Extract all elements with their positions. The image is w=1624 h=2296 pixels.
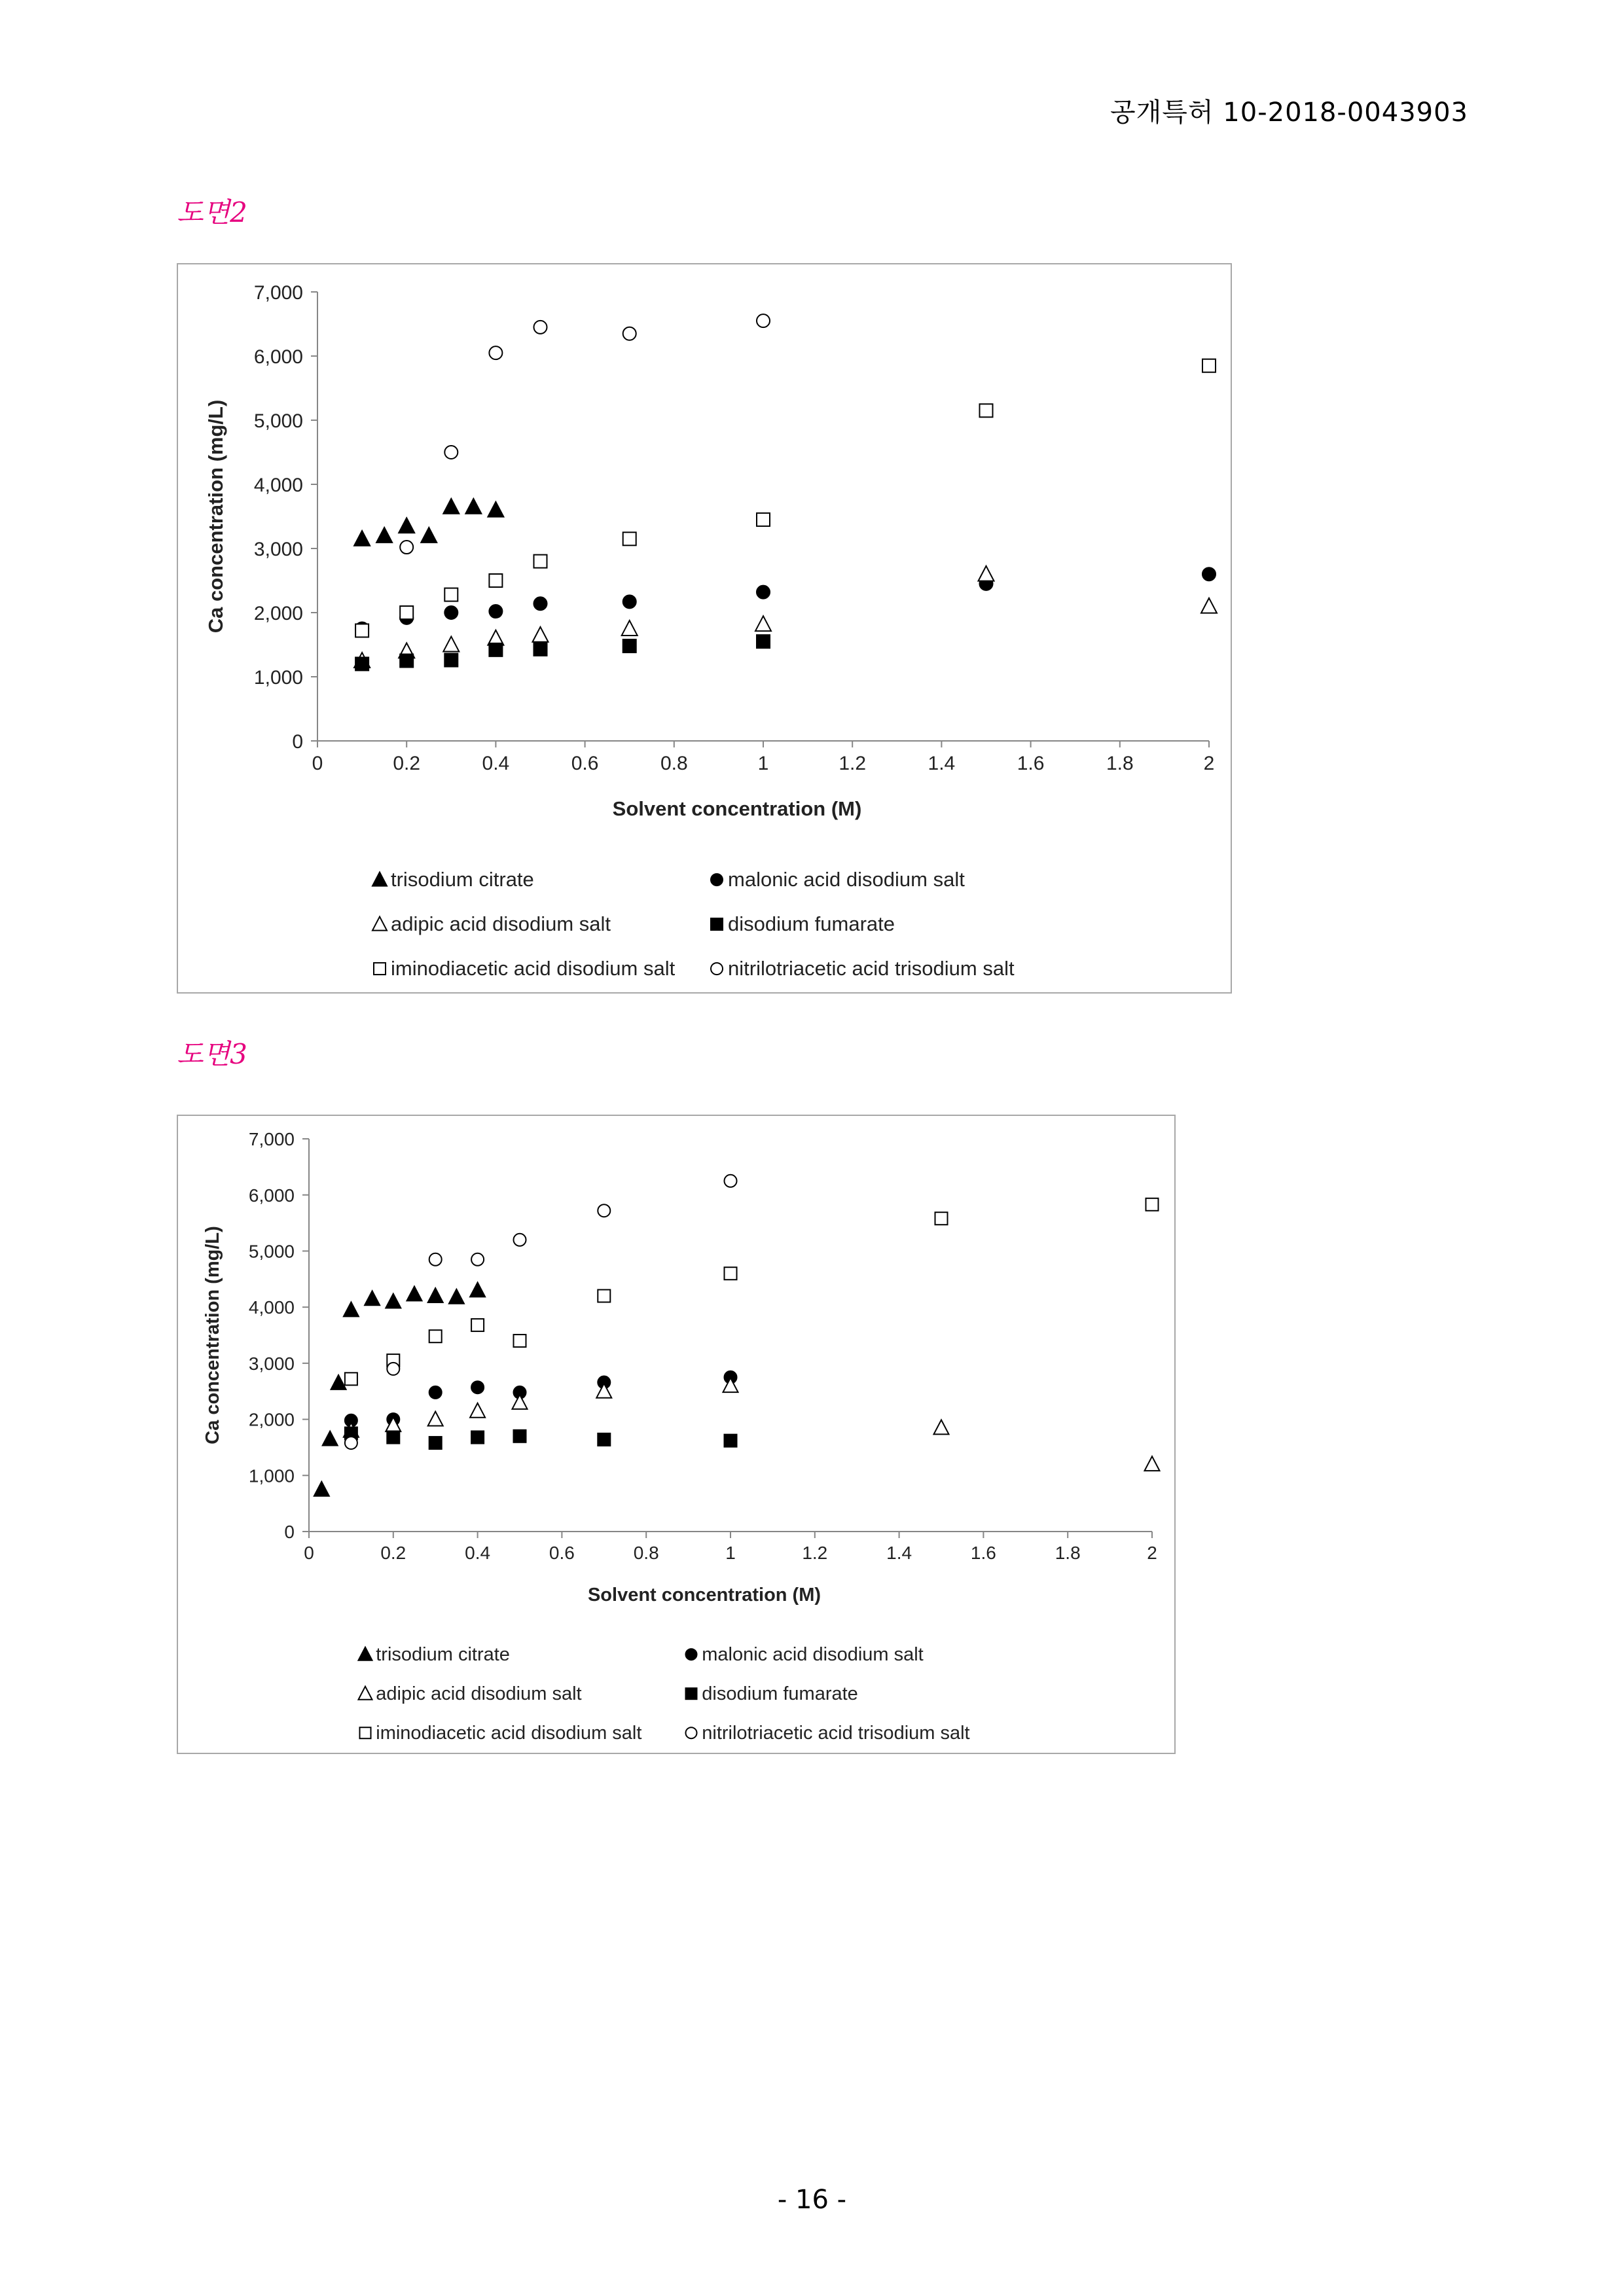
fig3-point-trisodium-citrate [470, 1282, 485, 1297]
fig2-point-malonic-acid-disodium-salt [623, 595, 636, 608]
fig2-y-tick-label: 2,000 [253, 602, 303, 624]
fig2-legend-label-nitrilotriacetic-acid-trisodium-salt: nitrilotriacetic acid trisodium salt [728, 957, 1015, 980]
fig2-point-adipic-acid-disodium-salt [443, 637, 459, 652]
fig2-x-tick-label: 0 [312, 753, 323, 774]
fig3-x-tick-label: 1 [725, 1543, 736, 1563]
fig3-y-tick-label: 5,000 [248, 1241, 295, 1262]
fig3-y-tick-label: 3,000 [248, 1353, 295, 1374]
fig3-legend-marker-adipic-acid-disodium-salt [359, 1687, 372, 1700]
fig2-legend-marker-disodium-fumarate [711, 918, 723, 930]
fig2-y-tick-label: 5,000 [253, 410, 303, 432]
fig3-y-tick-label: 7,000 [248, 1129, 295, 1150]
fig3-legend-label-malonic-acid-disodium-salt: malonic acid disodium salt [702, 1644, 924, 1665]
fig2-point-iminodiacetic-acid-disodium-salt [1202, 359, 1216, 372]
fig2-point-disodium-fumarate [355, 657, 369, 670]
fig2-point-malonic-acid-disodium-salt [489, 605, 502, 618]
fig2-point-nitrilotriacetic-acid-trisodium-salt [400, 541, 413, 554]
fig2-point-adipic-acid-disodium-salt [755, 616, 771, 631]
fig2-legend-label-adipic-acid-disodium-salt: adipic acid disodium salt [391, 912, 611, 935]
fig2-legend-marker-trisodium-citrate [372, 872, 387, 886]
fig3-point-nitrilotriacetic-acid-trisodium-salt [387, 1363, 399, 1375]
fig2-legend-label-iminodiacetic-acid-disodium-salt: iminodiacetic acid disodium salt [391, 957, 676, 980]
fig3-point-iminodiacetic-acid-disodium-salt [429, 1330, 442, 1342]
fig3-legend-label-trisodium-citrate: trisodium citrate [376, 1644, 510, 1665]
fig3-y-tick-label: 6,000 [248, 1185, 295, 1206]
figure-3-plot [178, 1116, 1177, 1755]
fig2-point-malonic-acid-disodium-salt [757, 586, 770, 599]
fig3-point-disodium-fumarate [387, 1431, 399, 1444]
fig3-legend-label-nitrilotriacetic-acid-trisodium-salt: nitrilotriacetic acid trisodium salt [702, 1723, 970, 1744]
fig3-point-iminodiacetic-acid-disodium-salt [725, 1267, 737, 1280]
fig3-point-adipic-acid-disodium-salt [934, 1420, 949, 1434]
fig2-legend [372, 868, 1015, 980]
fig2-series-nitrilotriacetic-acid-trisodium-salt [400, 314, 770, 554]
fig3-legend-marker-trisodium-citrate [359, 1647, 372, 1660]
fig2-point-malonic-acid-disodium-salt [534, 597, 547, 610]
fig2-point-malonic-acid-disodium-salt [1202, 567, 1216, 581]
fig3-x-tick-label: 0 [304, 1543, 314, 1563]
fig2-point-trisodium-citrate [443, 499, 459, 514]
fig2-series-iminodiacetic-acid-disodium-salt [355, 359, 1216, 637]
fig3-x-tick-label: 1.4 [886, 1543, 912, 1563]
fig3-legend-label-adipic-acid-disodium-salt: adipic acid disodium salt [376, 1683, 582, 1704]
fig3-point-iminodiacetic-acid-disodium-salt [1146, 1198, 1159, 1211]
fig2-x-tick-label: 2 [1203, 753, 1215, 774]
fig2-point-trisodium-citrate [421, 528, 437, 543]
fig3-point-trisodium-citrate [331, 1375, 346, 1390]
fig3-point-iminodiacetic-acid-disodium-salt [935, 1212, 948, 1225]
fig3-x-tick-label: 2 [1147, 1543, 1157, 1563]
fig3-series-nitrilotriacetic-acid-trisodium-salt [345, 1175, 737, 1449]
patent-number: 공개특허 10-2018-0043903 [1110, 98, 1468, 128]
fig3-legend-marker-iminodiacetic-acid-disodium-salt [360, 1727, 371, 1738]
fig3-point-adipic-acid-disodium-salt [1145, 1456, 1160, 1471]
fig2-point-trisodium-citrate [399, 518, 414, 533]
fig2-point-iminodiacetic-acid-disodium-salt [355, 624, 369, 637]
fig2-point-iminodiacetic-acid-disodium-salt [757, 513, 770, 526]
fig3-point-iminodiacetic-acid-disodium-salt [345, 1372, 357, 1385]
fig2-x-tick-label: 0.4 [482, 753, 510, 774]
fig3-point-disodium-fumarate [514, 1430, 526, 1443]
fig3-point-adipic-acid-disodium-salt [428, 1412, 443, 1426]
fig3-y-tick-label: 4,000 [248, 1297, 295, 1318]
fig3-x-tick-label: 0.2 [380, 1543, 406, 1563]
fig2-series-trisodium-citrate [354, 499, 503, 546]
fig2-point-disodium-fumarate [757, 635, 770, 648]
fig2-point-disodium-fumarate [400, 655, 413, 668]
fig3-series-trisodium-citrate [314, 1282, 485, 1496]
fig2-x-tick-label: 0.6 [571, 753, 599, 774]
fig3-legend-marker-malonic-acid-disodium-salt [686, 1649, 697, 1660]
fig3-point-adipic-acid-disodium-salt [513, 1395, 528, 1409]
fig2-point-disodium-fumarate [534, 643, 547, 656]
fig2-point-trisodium-citrate [376, 528, 392, 543]
fig2-point-nitrilotriacetic-acid-trisodium-salt [444, 446, 458, 459]
fig3-point-disodium-fumarate [429, 1437, 442, 1449]
fig3-point-nitrilotriacetic-acid-trisodium-salt [598, 1204, 610, 1217]
fig2-y-tick-label: 7,000 [253, 281, 303, 304]
fig3-point-trisodium-citrate [344, 1302, 359, 1316]
fig3-legend-marker-disodium-fumarate [686, 1688, 697, 1699]
fig3-x-tick-label: 0.4 [465, 1543, 491, 1563]
fig3-point-malonic-acid-disodium-salt [471, 1381, 484, 1393]
fig2-y-tick-label: 6,000 [253, 346, 303, 368]
fig3-y-tick-label: 2,000 [248, 1409, 295, 1430]
fig2-y-tick-label: 1,000 [253, 666, 303, 689]
fig3-legend-label-disodium-fumarate: disodium fumarate [702, 1683, 858, 1704]
fig2-point-disodium-fumarate [623, 639, 636, 653]
fig3-x-tick-label: 1.2 [802, 1543, 828, 1563]
figure-2-label: 도면2 [177, 196, 247, 228]
fig2-point-malonic-acid-disodium-salt [444, 606, 458, 619]
fig3-point-nitrilotriacetic-acid-trisodium-salt [429, 1253, 442, 1266]
fig2-point-iminodiacetic-acid-disodium-salt [980, 404, 993, 417]
fig3-point-trisodium-citrate [323, 1431, 338, 1446]
fig2-point-nitrilotriacetic-acid-trisodium-salt [757, 314, 770, 327]
fig3-y-tick-label: 1,000 [248, 1465, 295, 1486]
fig2-point-adipic-acid-disodium-salt [979, 566, 994, 581]
fig3-point-nitrilotriacetic-acid-trisodium-salt [345, 1437, 357, 1449]
fig3-point-nitrilotriacetic-acid-trisodium-salt [514, 1234, 526, 1246]
fig2-point-disodium-fumarate [489, 643, 502, 656]
fig3-point-trisodium-citrate [365, 1291, 380, 1305]
fig3-x-tick-label: 1.8 [1055, 1543, 1081, 1563]
fig3-y-tick-label: 0 [284, 1522, 295, 1543]
fig3-point-disodium-fumarate [598, 1433, 610, 1446]
fig3-point-trisodium-citrate [314, 1482, 329, 1496]
fig2-y-axis-title: Ca concentration (mg/L) [204, 399, 227, 634]
fig3-point-nitrilotriacetic-acid-trisodium-salt [471, 1253, 484, 1266]
fig3-x-axis-title: Solvent concentration (M) [587, 1585, 821, 1605]
fig2-legend-marker-malonic-acid-disodium-salt [711, 874, 723, 886]
fig2-point-adipic-acid-disodium-salt [622, 620, 638, 636]
fig3-x-tick-label: 0.8 [633, 1543, 659, 1563]
fig2-legend-marker-adipic-acid-disodium-salt [372, 917, 387, 931]
fig3-series-malonic-acid-disodium-salt [345, 1371, 737, 1427]
fig2-legend-label-disodium-fumarate: disodium fumarate [728, 912, 895, 935]
fig2-legend-label-malonic-acid-disodium-salt: malonic acid disodium salt [728, 868, 965, 891]
fig2-point-iminodiacetic-acid-disodium-salt [623, 532, 636, 545]
fig2-point-nitrilotriacetic-acid-trisodium-salt [623, 327, 636, 340]
fig2-point-adipic-acid-disodium-salt [1201, 598, 1217, 613]
figure-3-chart [177, 1115, 1176, 1754]
fig2-series-disodium-fumarate [355, 635, 770, 670]
fig3-y-axis-title: Ca concentration (mg/L) [202, 1226, 223, 1444]
fig2-x-tick-label: 0.8 [660, 753, 688, 774]
fig2-point-iminodiacetic-acid-disodium-salt [400, 606, 413, 619]
fig2-x-tick-label: 0.2 [393, 753, 421, 774]
fig3-point-trisodium-citrate [386, 1294, 401, 1308]
fig2-y-tick-label: 0 [292, 730, 303, 753]
fig2-point-iminodiacetic-acid-disodium-salt [444, 588, 458, 601]
fig2-x-tick-label: 1.2 [839, 753, 867, 774]
fig3-legend-marker-nitrilotriacetic-acid-trisodium-salt [686, 1727, 697, 1738]
fig3-point-disodium-fumarate [471, 1431, 484, 1444]
fig2-legend-marker-nitrilotriacetic-acid-trisodium-salt [711, 963, 723, 975]
fig3-legend-label-iminodiacetic-acid-disodium-salt: iminodiacetic acid disodium salt [376, 1723, 642, 1744]
page-number: - 16 - [777, 2185, 847, 2215]
fig2-point-adipic-acid-disodium-salt [533, 627, 549, 642]
fig3-point-malonic-acid-disodium-salt [429, 1386, 442, 1399]
figure-2-chart [177, 263, 1232, 994]
fig2-point-nitrilotriacetic-acid-trisodium-salt [534, 321, 547, 334]
fig3-point-adipic-acid-disodium-salt [470, 1403, 485, 1418]
fig3-point-iminodiacetic-acid-disodium-salt [471, 1319, 484, 1331]
fig3-point-trisodium-citrate [449, 1289, 464, 1304]
fig3-point-iminodiacetic-acid-disodium-salt [514, 1335, 526, 1347]
fig2-legend-marker-iminodiacetic-acid-disodium-salt [374, 963, 386, 975]
fig3-legend [359, 1644, 970, 1744]
fig2-series-malonic-acid-disodium-salt [355, 567, 1216, 635]
fig2-x-tick-label: 1.4 [928, 753, 956, 774]
fig2-x-axis-title: Solvent concentration (M) [612, 797, 862, 820]
figure-3-label: 도면3 [177, 1038, 247, 1070]
fig3-point-iminodiacetic-acid-disodium-salt [598, 1290, 610, 1302]
fig3-point-disodium-fumarate [725, 1435, 737, 1447]
fig3-series-iminodiacetic-acid-disodium-salt [345, 1198, 1159, 1386]
fig3-x-tick-label: 1.6 [970, 1543, 996, 1563]
fig2-y-tick-label: 3,000 [253, 538, 303, 560]
fig2-point-iminodiacetic-acid-disodium-salt [489, 574, 502, 587]
fig2-x-tick-label: 1.6 [1017, 753, 1045, 774]
fig2-series-adipic-acid-disodium-salt [354, 566, 1217, 668]
fig2-x-tick-label: 1.8 [1106, 753, 1134, 774]
fig2-point-trisodium-citrate [354, 531, 370, 546]
fig3-series-disodium-fumarate [345, 1427, 737, 1450]
fig2-legend-label-trisodium-citrate: trisodium citrate [391, 868, 534, 891]
fig3-point-nitrilotriacetic-acid-trisodium-salt [725, 1175, 737, 1187]
fig3-series-adipic-acid-disodium-salt [344, 1378, 1160, 1471]
fig2-point-iminodiacetic-acid-disodium-salt [534, 555, 547, 568]
fig2-point-disodium-fumarate [444, 654, 458, 667]
fig3-point-trisodium-citrate [428, 1288, 443, 1302]
fig2-point-trisodium-citrate [488, 502, 503, 517]
fig3-x-tick-label: 0.6 [549, 1543, 575, 1563]
fig2-point-trisodium-citrate [465, 499, 481, 514]
fig2-y-tick-label: 4,000 [253, 474, 303, 496]
fig3-point-trisodium-citrate [407, 1286, 422, 1300]
figure-2-plot [178, 264, 1233, 995]
fig2-x-tick-label: 1 [757, 753, 769, 774]
fig2-point-nitrilotriacetic-acid-trisodium-salt [489, 346, 502, 359]
